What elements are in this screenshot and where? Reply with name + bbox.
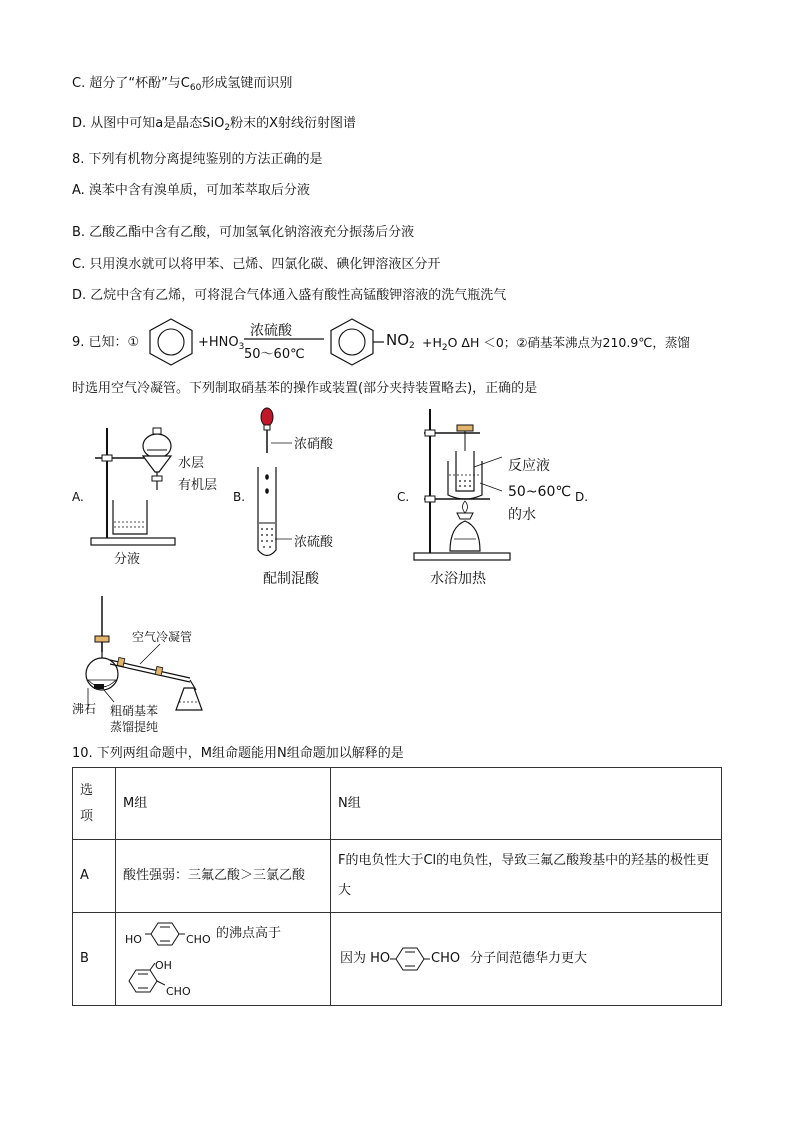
apparatus-c-caption: 水浴加热 [430,571,486,587]
reaction-arrow-icon [244,336,324,342]
q8-option-d: D. 乙烷中含有乙烯，可将混合气体通入盛有酸性高锰酸钾溶液的洗气瓶洗气 [72,288,507,303]
row-b-option: B [73,913,116,1006]
q9-product-no2-text: NO [386,331,410,349]
water-bath-heating-icon [410,405,520,565]
q8-option-a: A. 溴苯中含有溴单质，可加苯萃取后分液 [72,183,310,198]
apparatus-a-letter: A. [72,490,84,504]
q8-option-b: B. 乙酸乙酯中含有乙酸，可加氢氧化钠溶液充分振荡后分液 [72,225,415,240]
q9-product-no2 [386,331,415,351]
apparatus-c-label-mid: 50~60℃ [508,484,572,500]
q9-stem-label: 9. 已知：① [72,335,140,350]
table-header-row [73,768,722,840]
row-b-n [331,913,722,1006]
para-hydroxybenzaldehyde-ring-icon-n [390,946,430,972]
q7-option-d-text-tail: 粉末的X射线衍射图谱 [230,116,356,131]
apparatus-c-letter: C. [397,490,410,504]
apparatus-d-caption: 蒸馏提纯 [110,720,159,734]
apparatus-a-label-water: 水层 [178,456,205,471]
apparatus-c-label-top: 反应液 [508,458,550,474]
table-header-n: N组 [331,768,722,840]
apparatus-b-caption: 配制混酸 [263,571,319,587]
q9-water-subscript: 2 [441,343,448,353]
q9-reagent-text: +HNO [198,335,239,350]
row-b-n-cho: CHO [431,951,461,966]
row-a-option: A [73,840,116,913]
q9-product-water [422,334,690,357]
para-hydroxybenzaldehyde-ring-icon [145,921,185,947]
row-a-n: F的电负性大于Cl的电负性，导致三氟乙酸羧基中的羟基的极性更大 [331,840,722,913]
header-option-char-1: 选 [80,782,94,798]
q8-stem: 8. 下列有机物分离提纯鉴别的方法正确的是 [72,152,323,167]
table-row [73,913,722,1006]
apparatus-d-letter: D. [575,490,589,504]
para-ho-label: HO [125,933,142,946]
apparatus-d-label-boiling-chip: 沸石 [72,702,97,716]
q7-option-c-text: C. 超分了“杯酚”与C [72,76,190,91]
q9-stem-line2: 时选用空气冷凝管。下列制取硝基苯的操作或装置(部分夹持装置略去)，正确的是 [72,381,538,396]
q7-option-d-text: D. 从图中可知a是晶态SiO [72,116,225,131]
row-b-m-content [123,919,323,999]
q7-option-d [72,115,356,137]
q10-stem: 10. 下列两组命题中，M组命题能用N组命题加以解释的是 [72,746,404,761]
q7-option-c [72,75,292,97]
q9-product-no2-subscript: 2 [409,341,415,351]
ortho-cho-label: CHO [166,985,191,998]
row-a-m: 酸性强弱：三氟乙酸＞三氯乙酸 [116,840,331,913]
q7-option-d-subscript: 2 [224,123,231,133]
row-b-m [116,913,331,1006]
apparatus-a-label-organic: 有机层 [178,478,218,493]
benzene-ring-product-icon [326,316,384,368]
header-option-char-2: 项 [80,808,94,824]
row-b-m-text: 的沸点高于 [216,926,282,941]
q8-option-c: C. 只用溴水就可以将甲苯、己烯、四氯化碳、碘化钾溶液区分开 [72,257,441,272]
apparatus-c-label-bottom: 的水 [508,507,536,523]
table-header-option [73,768,116,840]
apparatus-b-label-bottom: 浓硫酸 [294,535,334,550]
q7-option-c-subscript: 60 [189,83,202,93]
benzene-ring-reactant-icon [145,316,197,368]
q10-table [72,767,722,1006]
apparatus-d-label-crude: 粗硝基苯 [110,704,159,718]
q9-reagent-subscript: 3 [238,342,245,352]
separatory-funnel-icon [85,420,185,550]
table-row [73,840,722,913]
q9-condition-top: 浓硫酸 [250,323,292,339]
para-cho-label: CHO [186,933,211,946]
q7-option-c-text-tail: 形成氢键而识别 [201,76,293,91]
apparatus-a-caption: 分液 [114,552,141,567]
ortho-oh-label: OH [155,959,172,972]
q9-condition-bottom: 50～60℃ [244,347,305,362]
row-b-n-suffix: 分子间范德华力更大 [470,951,588,966]
apparatus-b-letter: B. [233,490,246,504]
table-header-m: M组 [116,768,331,840]
apparatus-b-label-top: 浓硝酸 [294,437,334,452]
row-b-n-prefix: 因为 HO [340,951,391,966]
dropper-and-test-tube-icon [250,405,296,565]
row-b-n-content [338,946,714,972]
apparatus-d-label-condenser: 空气冷凝管 [132,630,193,644]
q9-water-text-tail: O ΔH ＜0；②硝基苯沸点为210.9℃，蒸馏 [447,335,690,350]
q9-water-text: +H [422,335,442,350]
q9-reagent-hno3 [198,334,244,356]
